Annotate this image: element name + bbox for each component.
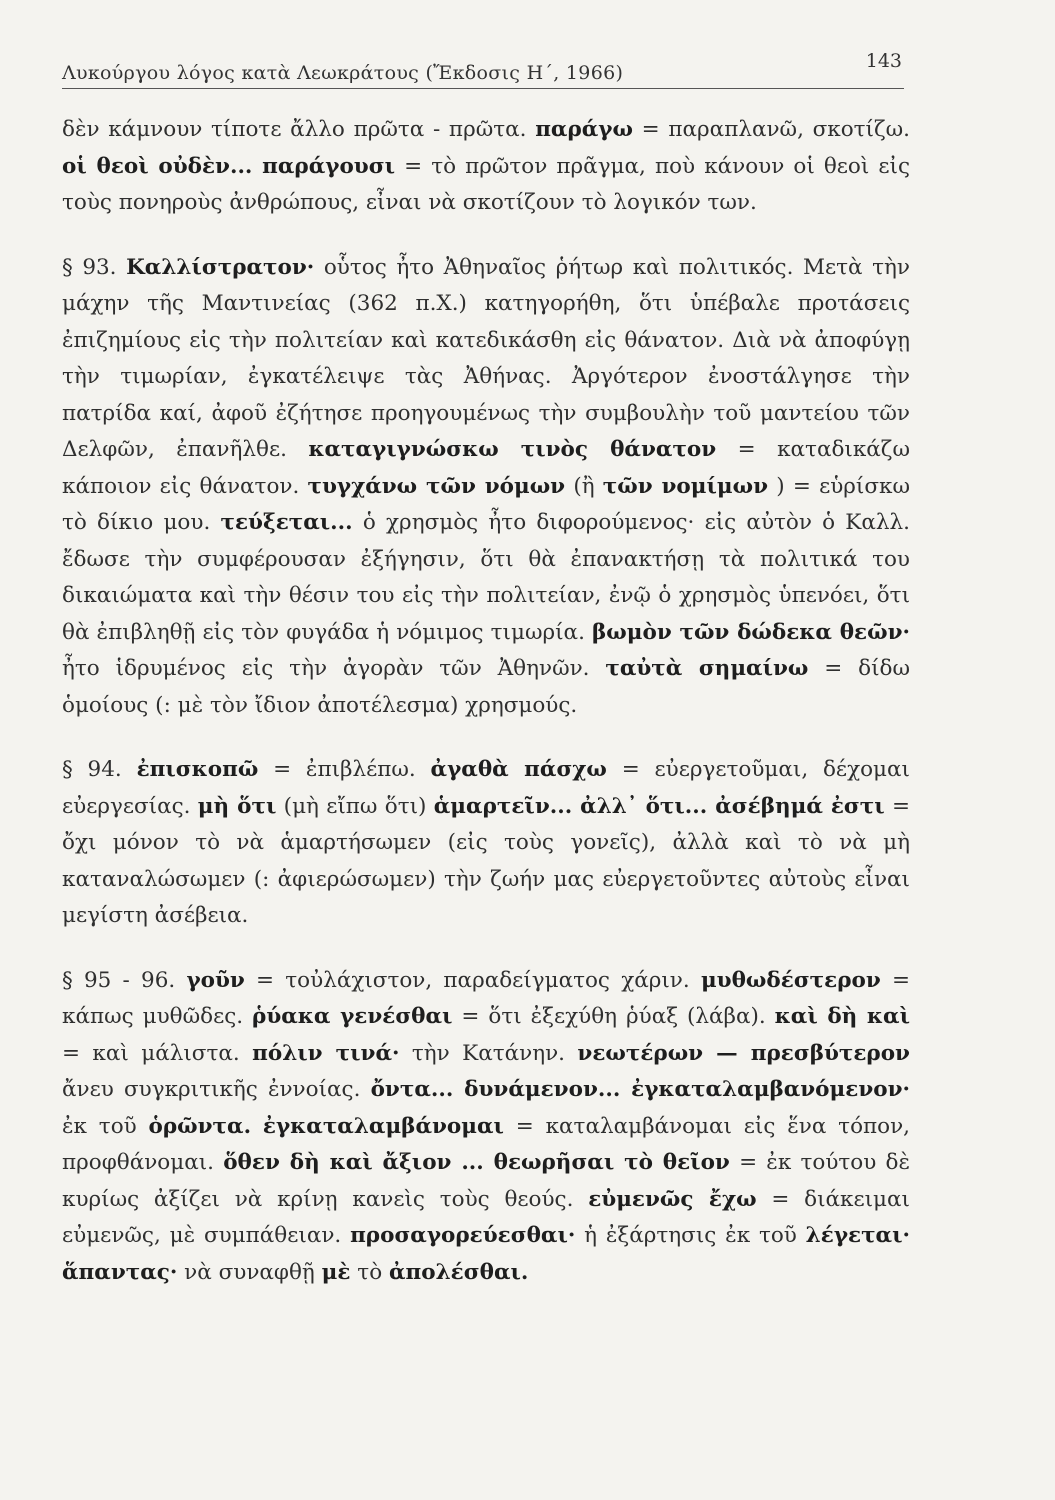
gloss-text: οὗτος ἦτο Ἀθηναῖος ῥήτωρ καὶ πολιτικός. Μετὰ τὴν μάχην τῆς Μαντινείας (362 π.Χ.) κατηγορήθη, ὅτι ὑπέβαλε προτάσεις ἐπιζημίους εἰς τὴν πολιτείαν καὶ κατεδικάσθη εἰς θάνατον. Διὰ νὰ ἀποφύγῃ τὴν τιμωρίαν, ἐγκατέλειψε τὰς Ἀθήνας. Ἀργότερον ἐνοστάλγησε τὴν πατρίδα καί, ἀφοῦ ἐζήτησε προηγουμένως τὴν συμβουλὴν τοῦ μαντείου τῶν Δελφῶν, ἐπανῆλθε. <box>62 254 910 462</box>
bold-lemma: τυγχάνω τῶν νόμων <box>307 473 566 499</box>
bold-lemma: ἐγκαταλαμβάνομαι <box>262 1113 504 1139</box>
gloss-text: ὁ χρησμὸς ἦτο διφορούμενος· εἰς αὐτὸν ὁ Καλλ. ἔδωσε τὴν συμφέρουσαν ἐξήγησιν, ὅτι θὰ ἐπανακτήσῃ τὰ πολιτικά του δικαιώματα καὶ τὴν θέσιν του εἰς τὴν πολιτείαν, ἐνῷ ὁ χρησμὸς ὑπενόει, ὅτι θὰ ἐπιβληθῇ εἰς τὸν φυγάδα ἡ νόμιμος τιμωρία. <box>62 510 910 645</box>
gloss-text: ἄνευ συγκριτικῆς ἐννοίας. <box>62 1077 371 1102</box>
bold-lemma: ὅθεν δὴ καὶ ἄξιον ... θεωρῆσαι τὸ θεῖον <box>223 1150 730 1175</box>
gloss-text: = παραπλανῶ, σκοτίζω. <box>632 117 911 142</box>
bold-lemma: ῥύακα γενέσθαι <box>252 1004 453 1029</box>
bold-lemma: βωμὸν τῶν δώδεκα θεῶν· <box>592 619 910 645</box>
gloss-text: νὰ συναφθῇ <box>177 1259 322 1285</box>
gloss-text: = δίδω ὁμοίους (: μὲ τὸν ἴδιον ἀποτέλεσμα) χρησμούς. <box>62 656 910 718</box>
bold-lemma: μυθωδέστερον <box>700 967 881 993</box>
gloss-text: = εὐεργετοῦμαι, δέχομαι εὐεργεσίας. <box>62 757 910 819</box>
bold-lemma: παράγω <box>535 117 633 142</box>
bold-lemma: εὐμενῶς ἔχω <box>588 1186 757 1212</box>
gloss-text: (μὴ εἴπω ὅτι) <box>276 793 434 819</box>
bold-lemma: ἐπισκοπῶ <box>136 757 259 782</box>
gloss-text: (ἢ <box>565 473 603 499</box>
bold-lemma: γοῦν <box>186 967 245 993</box>
gloss-text: ἦτο ἱδρυμένος εἰς τὴν ἀγορὰν τῶν Ἀθηνῶν. <box>62 656 606 681</box>
gloss-text: = ἐκ τούτου δὲ κυρίως ἀξίζει νὰ κρίνῃ κανεὶς τοὺς θεούς. <box>62 1150 910 1212</box>
gloss-text: = τοὐλάχιστον, παραδείγματος χάριν. <box>244 967 701 993</box>
paragraph-section-95-96 <box>62 963 910 1292</box>
gloss-text: = ἐπιβλέπω. <box>258 757 431 782</box>
bold-lemma: νεωτέρων — πρεσβύτερον <box>577 1040 910 1066</box>
gloss-text: = διάκειμαι εὐμενῶς, μὲ συμπάθειαν. <box>62 1186 910 1248</box>
page-number: 143 <box>865 50 902 72</box>
bold-lemma: ἀπολέσθαι. <box>388 1259 529 1285</box>
bold-lemma: μὴ ὅτι <box>197 793 277 819</box>
paragraph-section-94 <box>62 752 910 935</box>
gloss-text: τὸ <box>350 1259 389 1285</box>
gloss-text: § 93. <box>62 254 127 280</box>
gloss-text: = ὄχι μόνον τὸ νὰ ἁμαρτήσωμεν (εἰς τοὺς γονεῖς), ἀλλὰ καὶ τὸ νὰ μὴ καταναλώσωμεν (: ἀφιερώσωμεν) τὴν ζωήν μας εὐεργετοῦντες αὐτοὺς εἶναι μεγίστη ἀσέβεια. <box>62 793 910 928</box>
bold-lemma: ἀγαθὰ πάσχω <box>430 757 607 782</box>
bold-lemma: λέγεται· <box>805 1223 910 1248</box>
gloss-text: δὲν κάμνουν τίποτε ἄλλο πρῶτα - πρῶτα. <box>62 117 536 142</box>
bold-lemma: τεύξεται... <box>220 510 353 535</box>
commentary-body <box>62 112 910 1291</box>
gloss-text: = καταλαμβάνομαι εἰς ἕνα τόπον, προφθάνομαι. <box>62 1113 910 1175</box>
gloss-text: ) = εὑρίσκω τὸ δίκιο μου. <box>62 473 910 535</box>
header-title: Λυκούργου λόγος κατὰ Λεωκράτους (Ἔκδοσις Η΄, 1966) <box>62 62 624 84</box>
bold-lemma: ὁρῶντα. <box>148 1113 252 1139</box>
bold-lemma: τῶν νομίμων <box>602 473 769 499</box>
bold-lemma: ἅπαντας· <box>62 1259 178 1285</box>
bold-lemma: ἁμαρτεῖν... ἀλλ᾽ ὅτι... ἀσέβημά ἐστι <box>433 793 885 819</box>
gloss-text: = καὶ μάλιστα. <box>62 1040 253 1066</box>
gloss-text: § 94. <box>62 757 137 782</box>
running-header <box>62 50 902 90</box>
paragraph-continuation <box>62 112 910 222</box>
gloss-text: = καταδικάζω κάποιον εἰς θάνατον. <box>62 437 910 499</box>
header-rule <box>62 88 904 89</box>
bold-lemma: πόλιν τινά· <box>252 1040 400 1066</box>
paragraph-section-93 <box>62 250 910 725</box>
bold-lemma: ταὐτὰ σημαίνω <box>605 656 809 681</box>
gloss-text: τὴν Κατάνην. <box>399 1040 578 1066</box>
gloss-text: § 95 - 96. <box>62 967 187 993</box>
gloss-text: = τὸ πρῶτον πρᾶγμα, ποὺ κάνουν οἱ θεοὶ εἰς τοὺς πονηροὺς ἀνθρώπους, εἶναι νὰ σκοτίζουν τὸ λογικόν των. <box>62 153 911 215</box>
gloss-text: ἐκ τοῦ <box>62 1113 149 1139</box>
bold-lemma: ὄντα... δυνάμενον... ἐγκαταλαμβανόμενον· <box>370 1077 910 1102</box>
gloss-text: = ὅτι ἐξεχύθη ῥύαξ (λάβα). <box>452 1004 775 1029</box>
bold-lemma: οἱ θεοὶ οὐδὲν... παράγουσι <box>62 153 395 179</box>
bold-lemma: καὶ δὴ καὶ <box>774 1004 910 1029</box>
gloss-text: ἡ ἐξάρτησις ἐκ τοῦ <box>575 1223 806 1248</box>
gloss-text <box>251 1114 263 1139</box>
gloss-text: = κάπως μυθῶδες. <box>62 967 910 1029</box>
bold-lemma: καταγιγνώσκω τινὸς θάνατον <box>308 437 717 462</box>
bold-lemma: Καλλίστρατον· <box>126 254 315 280</box>
bold-lemma: προσαγορεύεσθαι· <box>350 1223 576 1248</box>
bold-lemma: μὲ <box>321 1259 351 1285</box>
